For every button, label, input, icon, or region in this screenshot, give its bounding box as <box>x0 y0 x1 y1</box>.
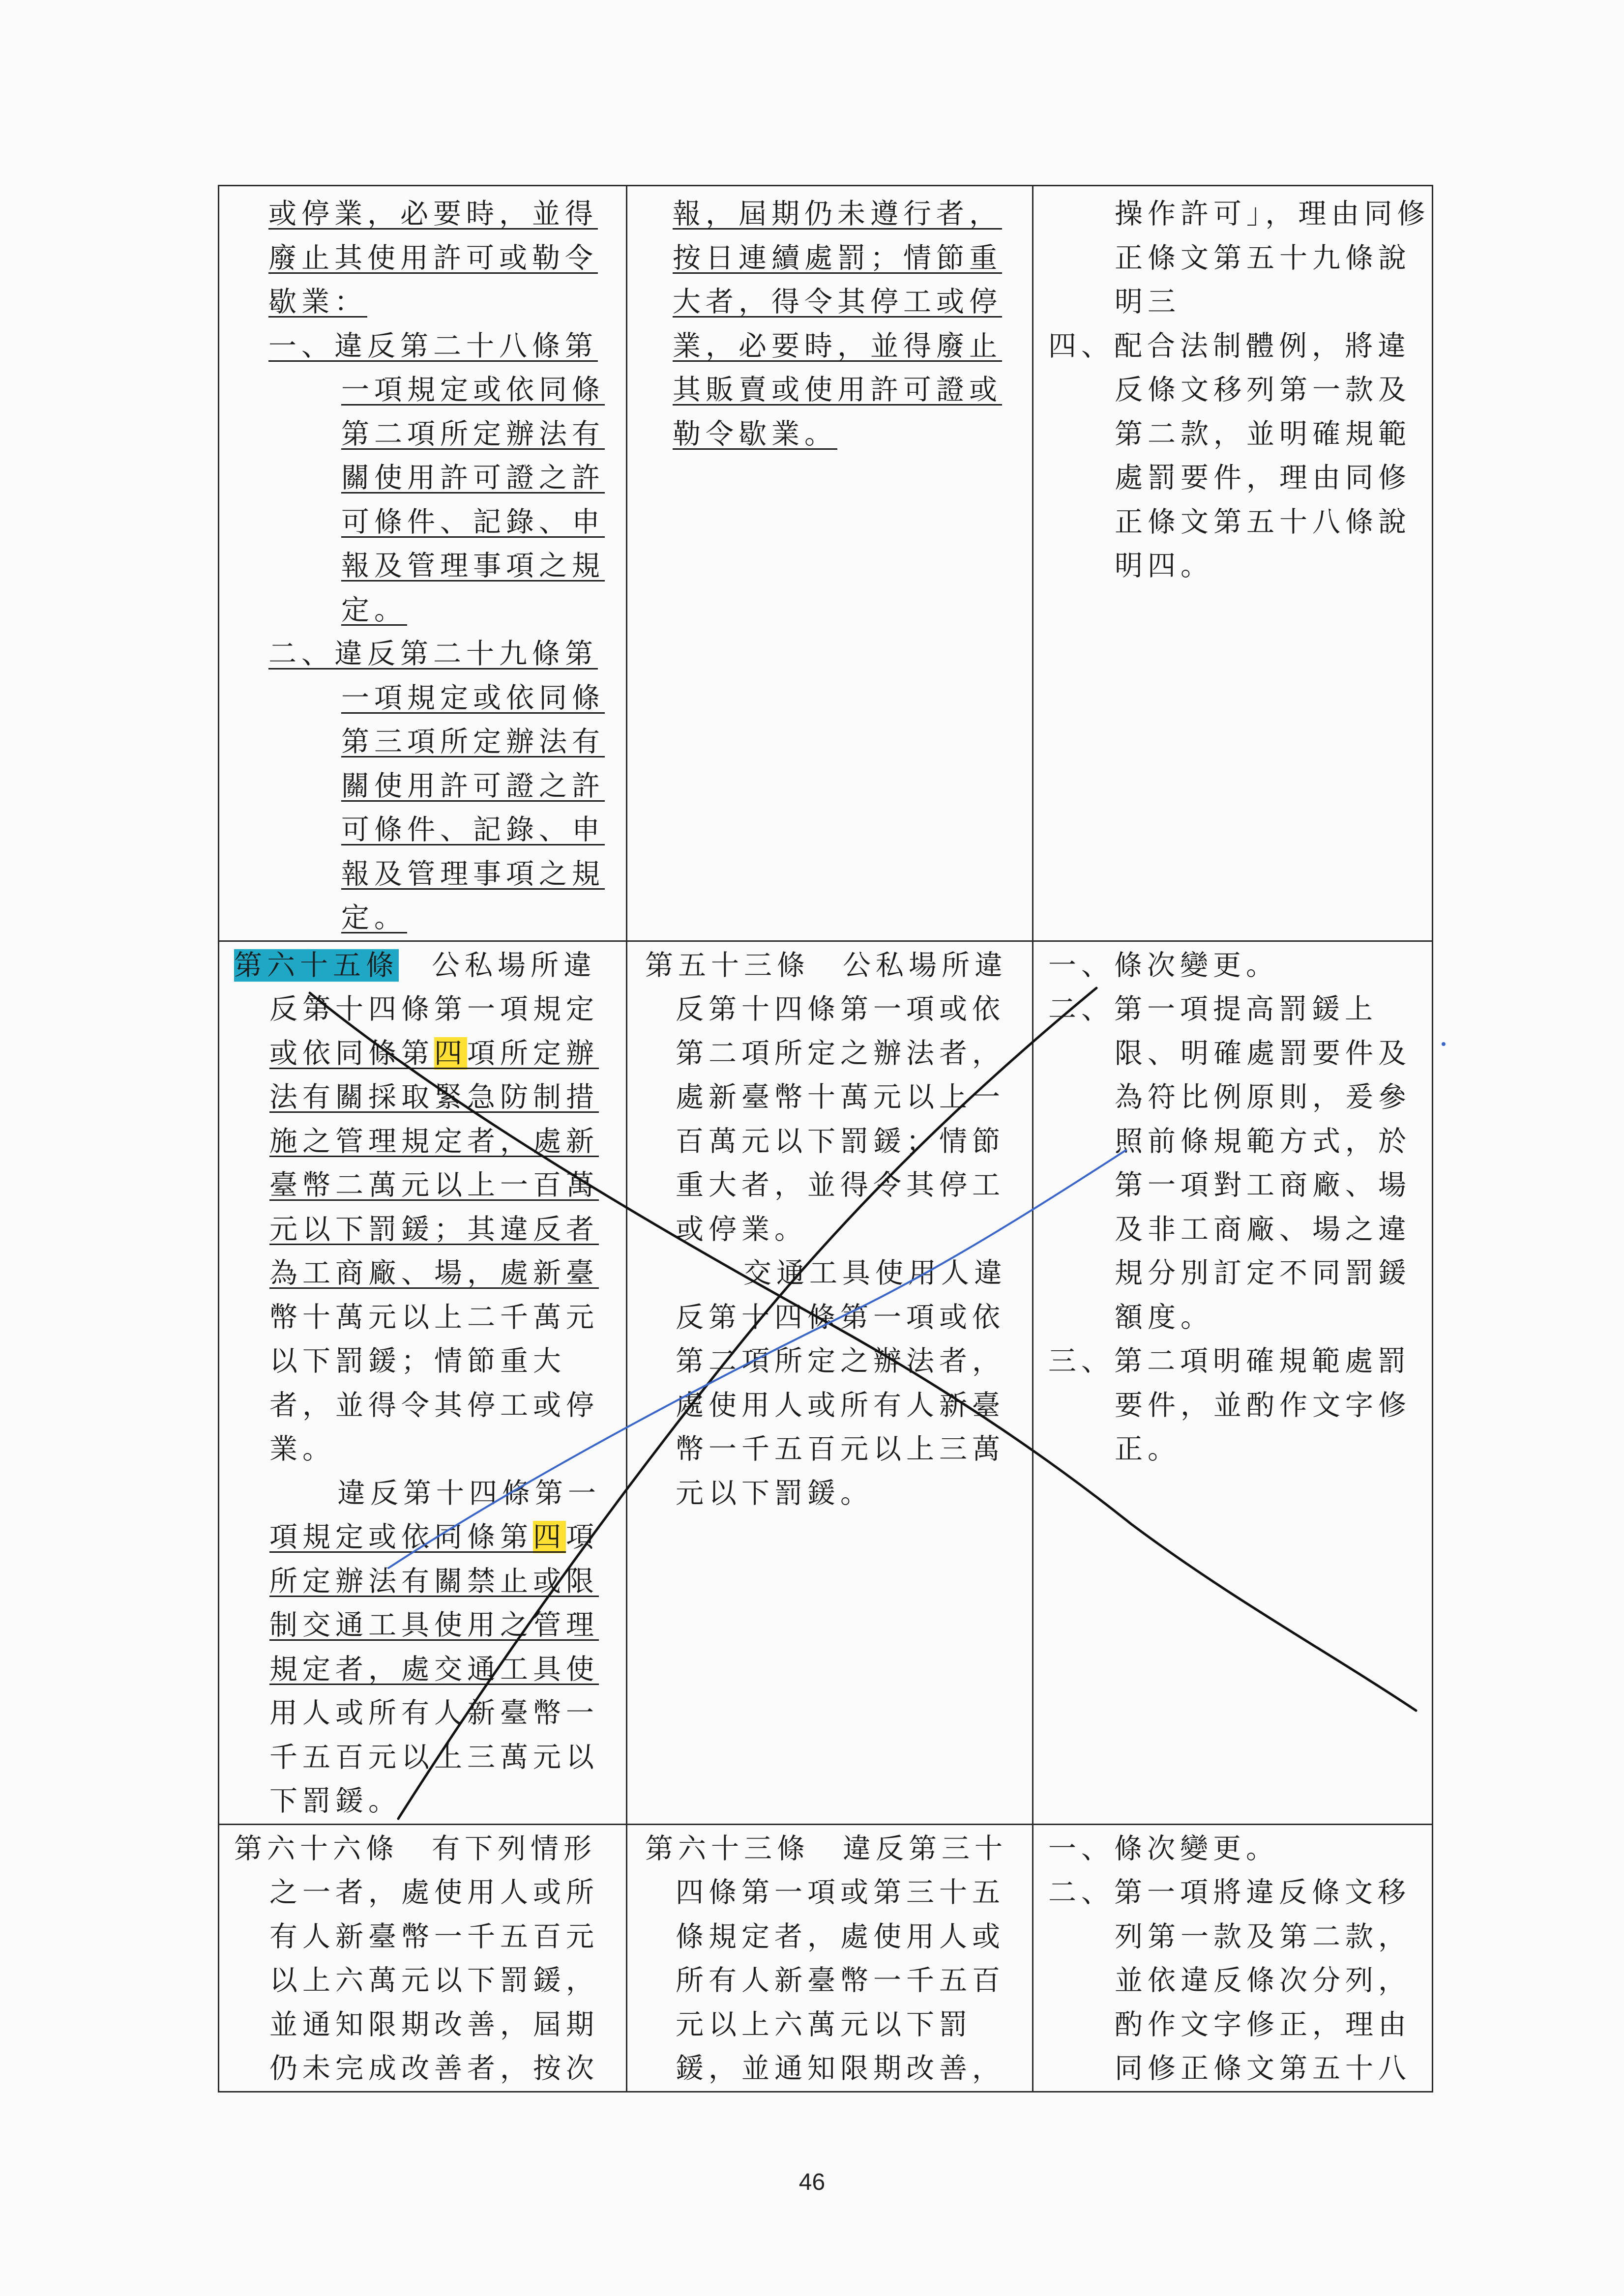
text-line: 違反第十四條第一 <box>337 1477 601 1510</box>
text-line: 定。 <box>341 901 407 934</box>
text-line: 鍰，並通知限期改善， <box>676 2052 1005 2085</box>
text-fragment: 項規定或依同條第 <box>269 1521 533 1553</box>
current-text-cell <box>627 186 1033 941</box>
amended-text-cell <box>219 1824 627 2092</box>
text-line: 法有關採取緊急防制措 <box>269 1081 599 1113</box>
text-line: 元以上六萬元以下罰 <box>676 2008 972 2041</box>
text-line: 勒令歇業。 <box>673 417 837 450</box>
highlighted-number: 四 <box>434 1037 467 1070</box>
text-line: 或停業。 <box>676 1213 807 1246</box>
text-fragment: 或依同條第 <box>269 1037 434 1070</box>
text-line: 規分別訂定不同罰鍰 <box>1115 1257 1411 1289</box>
text-line: 交通工具使用人違 <box>743 1257 1007 1289</box>
text-line: 四條第一項或第三十五 <box>676 1876 1005 1909</box>
text-line: 所定辦法有關禁止或限 <box>269 1565 599 1598</box>
text-line: 可條件、記錄、申 <box>341 505 605 538</box>
text-line: 第三項所定辦法有 <box>341 726 605 758</box>
current-text-cell <box>627 941 1033 1824</box>
text-line: 下罰鍰。 <box>269 1785 401 1817</box>
text-line: 四、配合法制體例，將違 <box>1048 329 1411 362</box>
text-line: 施之管理規定者，處新 <box>269 1125 599 1158</box>
text-line: 一項規定或依同條 <box>341 374 605 406</box>
amended-text-cell <box>219 941 627 1824</box>
text-line <box>234 1032 626 1076</box>
text-line: 照前條規範方式，於 <box>1115 1125 1411 1158</box>
text-line: 廢止其使用許可或勒令 <box>268 241 598 274</box>
text-line: 二、第一項提高罰鍰上 <box>1048 993 1378 1025</box>
table-row <box>219 1824 1433 2092</box>
text-line: 二、第一項將違反條文移 <box>1048 1876 1411 1909</box>
current-text-cell <box>627 1824 1033 2092</box>
explanation-cell <box>1033 941 1433 1824</box>
text-line: 可條件、記錄、申 <box>341 814 605 846</box>
text-line: 並通知限期改善，屆期 <box>269 2008 599 2041</box>
blue-pen-dot <box>1442 1042 1446 1046</box>
text-fragment: 公私場所違 <box>399 949 596 982</box>
text-line: 反條文移列第一款及 <box>1115 374 1411 406</box>
text-line: 第六十六條 有下列情形 <box>234 1832 596 1865</box>
text-line: 及非工商廠、場之違 <box>1115 1213 1411 1246</box>
text-line: 正條文第五十八條說 <box>1115 505 1411 538</box>
article-label: 第六十五條 <box>234 949 399 982</box>
text-line: 報及管理事項之規 <box>341 857 605 890</box>
text-line: 一項規定或依同條 <box>341 681 605 714</box>
text-line: 有人新臺幣一千五百元 <box>269 1920 599 1953</box>
text-line: 反第十四條第一項或依 <box>676 1301 1005 1334</box>
text-line: 同修正條文第五十八 <box>1115 2052 1411 2085</box>
text-line: 之一者，處使用人或所 <box>269 1876 599 1909</box>
text-line: 或停業，必要時，並得 <box>268 198 598 230</box>
text-line: 處新臺幣十萬元以上一 <box>676 1081 1005 1113</box>
text-line: 幣一千五百元以上三萬 <box>676 1433 1005 1465</box>
text-line: 要件，並酌作文字修 <box>1115 1389 1411 1422</box>
text-line: 元以下罰鍰；其違反者 <box>269 1213 599 1246</box>
text-line: 幣十萬元以上二千萬元 <box>269 1301 599 1334</box>
text-line: 明四。 <box>1115 550 1213 582</box>
text-line: 者，並得令其停工或停 <box>269 1389 599 1422</box>
text-line: 業。 <box>269 1433 335 1465</box>
text-line: 第二項所定之辦法者， <box>676 1345 1005 1377</box>
text-line: 關使用許可證之許 <box>341 462 605 494</box>
text-line: 規定者，處交通工具使 <box>269 1653 599 1686</box>
text-line: 為工商廠、場，處新臺 <box>269 1257 599 1289</box>
text-line: 第二項所定之辦法者， <box>676 1037 1005 1070</box>
text-line: 為符比例原則，爰參 <box>1115 1081 1411 1113</box>
highlighted-number: 四 <box>533 1521 566 1553</box>
amended-text-cell <box>219 186 627 941</box>
text-line: 一、條次變更。 <box>1048 949 1279 982</box>
table-row <box>219 186 1433 941</box>
text-line: 元以下罰鍰。 <box>676 1477 873 1510</box>
explanation-cell <box>1033 1824 1433 2092</box>
text-line <box>234 1515 626 1560</box>
text-line: 制交通工具使用之管理 <box>269 1609 599 1641</box>
text-line: 限、明確處罰要件及 <box>1115 1037 1411 1070</box>
text-line: 以上六萬元以下罰鍰， <box>269 1964 599 1997</box>
text-line: 臺幣二萬元以上一百萬 <box>269 1169 599 1201</box>
explanation-cell <box>1033 186 1433 941</box>
text-line: 百萬元以下罰鍰；情節 <box>676 1125 1005 1158</box>
text-line: 第一項對工商廠、場 <box>1115 1169 1411 1201</box>
text-line: 並依違反條次分列， <box>1115 1964 1411 1997</box>
text-line: 第二款，並明確規範 <box>1115 417 1411 450</box>
text-line: 按日連續處罰；情節重 <box>673 241 1002 274</box>
text-line: 報及管理事項之規 <box>341 550 605 582</box>
text-line: 處使用人或所有人新臺 <box>676 1389 1005 1422</box>
text-line <box>234 944 626 988</box>
text-line: 關使用許可證之許 <box>341 769 605 802</box>
text-line: 額度。 <box>1115 1301 1213 1334</box>
text-line: 第五十三條 公私場所違 <box>645 949 1007 982</box>
text-line: 仍未完成改善者，按次 <box>269 2052 599 2085</box>
text-line: 處罰要件，理由同修 <box>1115 462 1411 494</box>
text-line: 定。 <box>341 593 407 626</box>
text-line: 條規定者，處使用人或 <box>676 1920 1005 1953</box>
text-line: 二、違反第二十九條第 <box>268 638 598 670</box>
text-line: 反第十四條第一項規定 <box>269 993 599 1025</box>
text-line: 以下罰鍰；情節重大 <box>269 1345 566 1377</box>
text-line: 反第十四條第一項或依 <box>676 993 1005 1025</box>
comparison-table <box>218 185 1433 2093</box>
text-line: 正。 <box>1115 1433 1181 1465</box>
table-row <box>219 941 1433 1824</box>
text-line: 一、違反第二十八條第 <box>268 329 598 362</box>
text-fragment: 項所定辦 <box>467 1037 599 1070</box>
text-line: 明三 <box>1115 286 1181 318</box>
text-line: 業，必要時，並得廢止 <box>673 329 1002 362</box>
page-number: 46 <box>798 2169 826 2195</box>
text-line: 第二項所定辦法有 <box>341 417 605 450</box>
text-line: 正條文第五十九條說 <box>1115 241 1411 274</box>
text-fragment: 項 <box>566 1521 599 1553</box>
text-line: 報，屆期仍未遵行者， <box>673 198 1002 230</box>
text-line: 酌作文字修正，理由 <box>1115 2008 1411 2041</box>
text-line: 歇業： <box>268 286 367 318</box>
text-line: 千五百元以上三萬元以 <box>269 1741 599 1773</box>
text-line: 操作許可」，理由同修 <box>1115 198 1430 230</box>
text-line: 大者，得令其停工或停 <box>673 286 1002 318</box>
text-line: 其販賣或使用許可證或 <box>673 374 1002 406</box>
text-line: 第六十三條 違反第三十 <box>645 1832 1007 1865</box>
text-line: 所有人新臺幣一千五百 <box>676 1964 1005 1997</box>
text-line: 用人或所有人新臺幣一 <box>269 1697 599 1729</box>
text-line: 列第一款及第二款， <box>1115 1920 1411 1953</box>
text-line: 三、第二項明確規範處罰 <box>1048 1345 1411 1377</box>
text-line: 一、條次變更。 <box>1048 1832 1279 1865</box>
text-line: 重大者，並得令其停工 <box>676 1169 1005 1201</box>
